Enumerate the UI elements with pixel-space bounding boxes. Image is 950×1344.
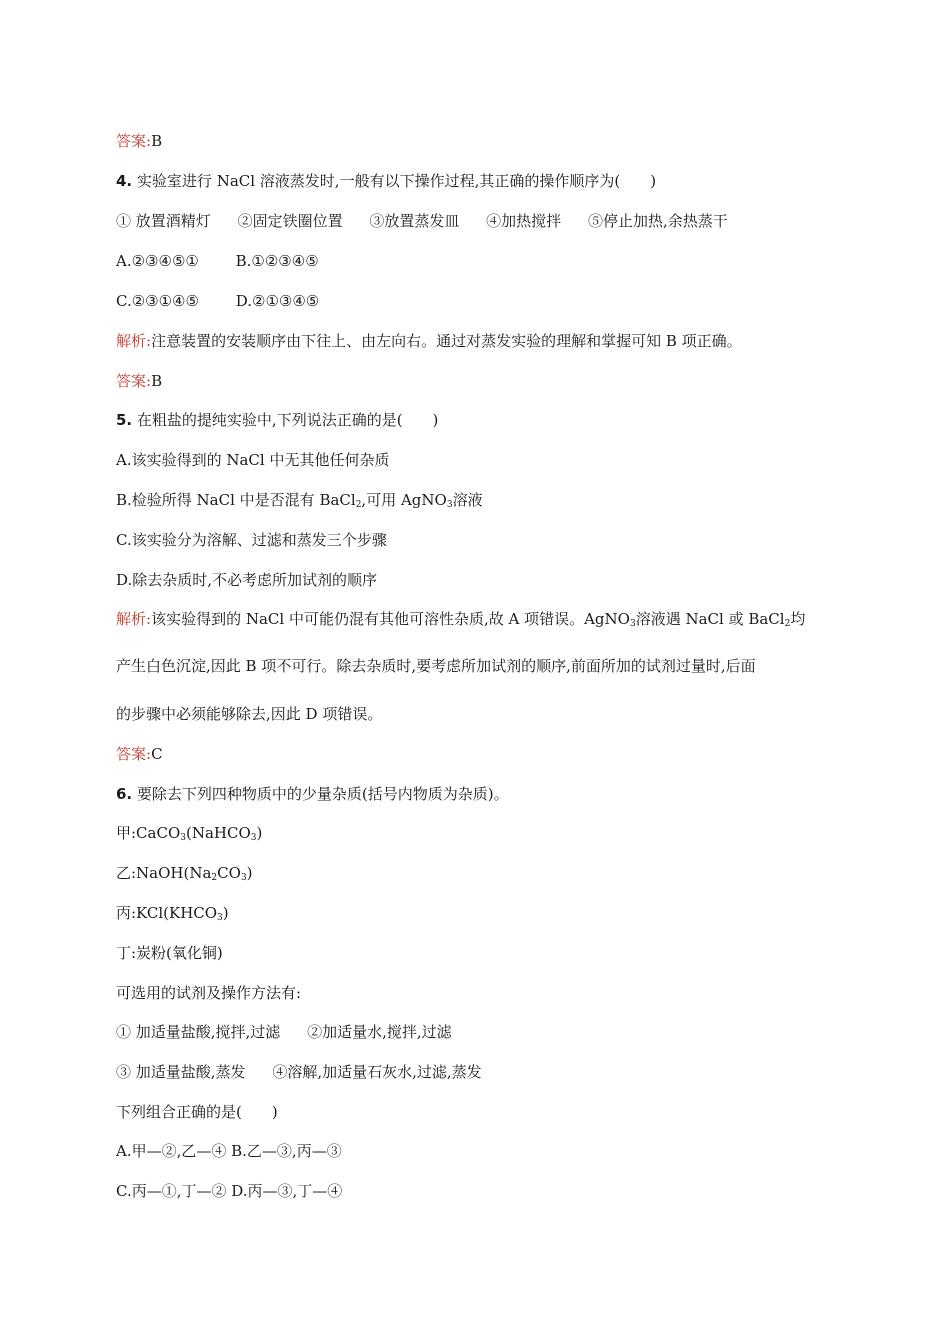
q4-analysis-text: 注意装置的安装顺序由下往上、由左向右。通过对蒸发实验的理解和掌握可知 B 项正确。 — [151, 332, 742, 350]
q5-analysis-line-2: 产生白色沉淀,因此 B 项不可行。除去杂质时,要考虑所加试剂的顺序,前面所加的试剂过量时,后面 — [116, 657, 756, 675]
q6-methods-intro: 可选用的试剂及操作方法有: — [116, 984, 302, 1002]
q4-option-a: A.②③④⑤① — [116, 252, 199, 270]
q6-item-text: CO — [217, 864, 241, 882]
q5-option-c: C.该实验分为溶解、过滤和蒸发三个步骤 — [116, 531, 387, 549]
answer-label: 答案 — [116, 132, 147, 150]
answer-label: 答案 — [116, 372, 147, 390]
analysis-label: 解析 — [116, 610, 147, 628]
subscript: 3 — [629, 619, 636, 629]
q6-method: ① 加适量盐酸,搅拌,过滤 — [116, 1023, 281, 1041]
subscript: 2 — [355, 500, 362, 510]
q5-stem — [116, 410, 438, 430]
subscript: 2 — [784, 619, 791, 629]
q5-analysis-text: 该实验得到的 NaCl 中可能仍混有其他可溶性杂质,故 A 项错误。AgNO — [151, 610, 630, 628]
q4-option-d: D.②①③④⑤ — [235, 292, 320, 310]
q6-number: 6. — [116, 785, 133, 803]
q6-item-yi — [116, 863, 253, 883]
q4-step: ① 放置酒精灯 — [116, 212, 211, 230]
analysis-label: 解析 — [116, 332, 147, 350]
q6-item-text: 甲:CaCO — [116, 824, 181, 842]
q5-option-d: D.除去杂质时,不必考虑所加试剂的顺序 — [116, 571, 378, 589]
q4-number: 4. — [116, 172, 133, 190]
q5-option-b-text: ,可用 AgNO — [361, 491, 447, 509]
q6-methods-row-2 — [116, 1062, 482, 1082]
q4-steps — [116, 211, 728, 231]
q6-item-ding: 丁:炭粉(氧化铜) — [116, 944, 223, 962]
q6-item-text: ) — [222, 904, 229, 922]
q4-option-b: B.①②③④⑤ — [235, 252, 319, 270]
q6-stem-text: 要除去下列四种物质中的少量杂质(括号内物质为杂质)。 — [136, 785, 509, 803]
q4-step: ⑤停止加热,余热蒸干 — [587, 212, 728, 230]
q5-analysis-text: 溶液遇 NaCl 或 BaCl — [635, 610, 785, 628]
q5-analysis-text: 均 — [790, 610, 806, 628]
q6-item-text: 乙:NaOH(Na — [116, 864, 212, 882]
q5-option-b-text: 溶液 — [452, 491, 483, 509]
q6-options-cd: C.丙—①,丁—② D.丙—③,丁—④ — [116, 1182, 343, 1200]
q6-item-text: ) — [246, 864, 253, 882]
subscript: 3 — [250, 833, 257, 843]
q6-method: ③ 加适量盐酸,蒸发 — [116, 1063, 246, 1081]
q6-method: ②加适量水,搅拌,过滤 — [307, 1023, 452, 1041]
q3-answer: B — [151, 132, 163, 150]
q4-answer: B — [151, 372, 163, 390]
q5-option-b-text: B.检验所得 NaCl 中是否混有 BaCl — [116, 491, 356, 509]
q4-analysis: 解析:注意装置的安装顺序由下往上、由左向右。通过对蒸发实验的理解和掌握可知 B 项正确。 — [116, 332, 742, 350]
answer-label: 答案 — [116, 745, 147, 763]
q5-analysis-line-1: 解析:该实验得到的 NaCl 中可能仍混有其他可溶性杂质,故 A 项错误。AgNO$_3$溶液遇 NaCl 或 BaCl$_2$均 — [116, 610, 806, 629]
q5-option-b — [116, 490, 483, 510]
q4-step: ③放置蒸发皿 — [369, 212, 460, 230]
q6-methods-row-1 — [116, 1022, 452, 1042]
q3-answer-line: 答案:B — [116, 132, 163, 150]
q5-stem-text: 在粗盐的提纯实验中,下列说法正确的是( ) — [136, 411, 439, 429]
q4-step: ④加热搅拌 — [486, 212, 562, 230]
subscript: 3 — [217, 913, 223, 923]
q5-answer: C — [151, 745, 163, 763]
q6-item-jia — [116, 823, 262, 843]
q6-item-text: 丙:KCl(KHCO — [116, 904, 218, 922]
subscript: 3 — [240, 873, 247, 883]
q4-answer-line: 答案:B — [116, 372, 163, 390]
subscript: 3 — [446, 500, 453, 510]
q5-number: 5. — [116, 411, 133, 429]
q6-item-bing — [116, 903, 229, 923]
q6-options-ab: A.甲—②,乙—④ B.乙—③,丙—③ — [116, 1142, 342, 1160]
q4-stem — [116, 171, 656, 191]
q5-option-a: A.该实验得到的 NaCl 中无其他任何杂质 — [116, 451, 390, 469]
q4-options-ab — [116, 251, 319, 271]
q5-analysis-line-3: 的步骤中必须能够除去,因此 D 项错误。 — [116, 705, 383, 723]
q6-method: ④溶解,加适量石灰水,过滤,蒸发 — [272, 1063, 482, 1081]
q4-stem-text: 实验室进行 NaCl 溶液蒸发时,一般有以下操作过程,其正确的操作顺序为( ) — [136, 172, 657, 190]
q4-options-cd — [116, 291, 319, 311]
q4-option-c: C.②③①④⑤ — [116, 292, 199, 310]
q6-stem — [116, 784, 509, 804]
q6-item-text: ) — [256, 824, 263, 842]
q6-question: 下列组合正确的是( ) — [116, 1103, 278, 1121]
q6-item-text: (NaHCO — [185, 824, 251, 842]
q4-step: ②固定铁圈位置 — [237, 212, 343, 230]
subscript: 2 — [211, 873, 218, 883]
q5-answer-line: 答案:C — [116, 745, 163, 763]
subscript: 3 — [180, 833, 186, 843]
